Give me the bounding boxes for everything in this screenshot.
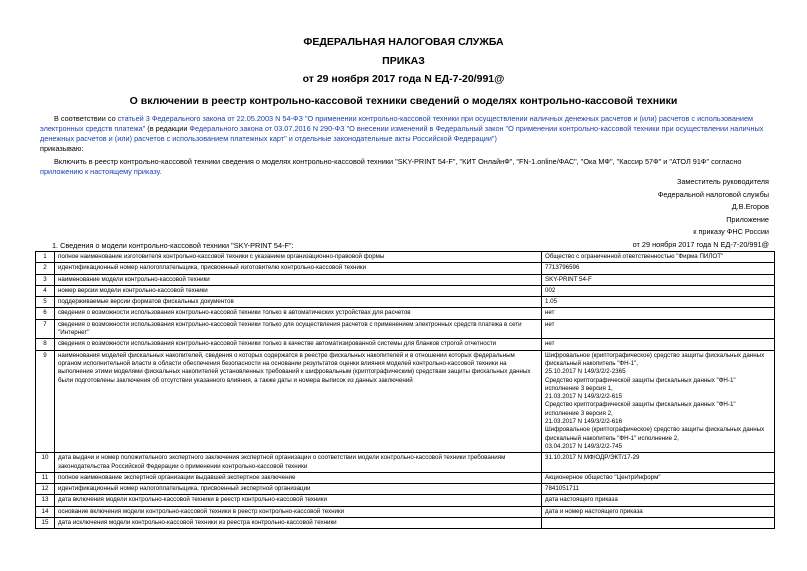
preamble-order-word: приказываю:: [40, 144, 84, 153]
row-value: 1.05: [542, 297, 775, 308]
table-row: [36, 350, 775, 453]
row-value: дата и номер настоящего приказа: [542, 506, 775, 517]
signature-block: [633, 176, 769, 251]
row-value: Акционерное общество "ЦентрИнформ": [542, 472, 775, 483]
order-text: [40, 157, 775, 177]
order-date-number: от 29 ноября 2017 года N ЕД-7-20/991@: [302, 73, 505, 85]
row-value: SKY-PRINT 54-F: [542, 274, 775, 285]
table-row: [36, 453, 775, 473]
row-number: 2: [36, 263, 55, 274]
table-row: [36, 319, 775, 339]
row-description: сведения о возможности использования контрольно-кассовой техники только в автоматических устройствах для расчетов: [55, 308, 542, 319]
row-description: сведения о возможности использования контрольно-кассовой техники только в качестве автоматизированной системы для бланков строгой отчетности: [55, 339, 542, 350]
row-number: 9: [36, 350, 55, 453]
row-number: 3: [36, 274, 55, 285]
table-row: [36, 484, 775, 495]
row-value: [542, 518, 775, 529]
row-value: нет: [542, 339, 775, 350]
signer-name: Д.В.Егоров: [731, 202, 769, 211]
section-caption: 1. Сведения о модели контрольно-кассовой техники "SKY-PRINT 54-F":: [52, 241, 294, 250]
row-value: дата настоящего приказа: [542, 495, 775, 506]
law-link-54fz-cont[interactable]: электронных средств платежа": [40, 124, 146, 133]
row-number: 11: [36, 472, 55, 483]
row-value: Шифровальное (криптографическое) средство защиты фискальных данных фискальный накопитель "ФН-1", 25.10.2017 N 149/3/2/2-2365 Средство криптографической защиты фискальных данных "ФН-1" исполнение 3 версия 1, 21.03.2017 N 149/3/2/2-615 Средство криптографической защиты фискальных данных "ФН-1" исполнение 3 версия 2, 21.03.2017 N 149/3/2/2-616 Шифровальное (криптографическое) средство защиты фискальных данных фискальный накопитель "ФН-1" исполнение 2, 03.04.2017 N 149/3/2/2-745: [542, 350, 775, 453]
row-description: наименования моделей фискальных накопителей, сведения о которых содержатся в реестре фискальных накопителей и в отношении которых федеральным органом исполнительной власти в области обеспечения безопасности на основании результатов оценки влияния моделей контрольно-кассовой техники на выполнение этими моделями фискальных накопителей установленных требований к шифровальным (криптографическим) средствам защиты фискальных данных были подготовлены заключения об отсутствии указанного влияния, а также даты и номера выписок из данных заключений: [55, 350, 542, 453]
table-row: [36, 472, 775, 483]
preamble-text-2: (в редакции: [145, 124, 190, 133]
row-number: 8: [36, 339, 55, 350]
row-value: 7841051711: [542, 484, 775, 495]
row-value: нет: [542, 308, 775, 319]
table-row: [36, 506, 775, 517]
doc-type: ПРИКАЗ: [382, 55, 425, 67]
preamble: [40, 114, 775, 154]
appendix-date: от 29 ноября 2017 года N ЕД-7-20/991@: [632, 239, 769, 249]
row-number: 5: [36, 297, 55, 308]
table-row: [36, 274, 775, 285]
row-number: 10: [36, 453, 55, 473]
appendix-link[interactable]: приложению к настоящему приказу.: [40, 167, 162, 176]
table-row: [36, 495, 775, 506]
row-description: полное наименование изготовителя контрольно-кассовой техники с указанием организационно-правовой формы: [55, 252, 542, 263]
law-link-54fz[interactable]: статьей 3 Федерального закона от 22.05.2003 N 54-ФЗ "О применении контрольно-кассовой техники при осуществлении наличных денежных расчетов и (или) расчетов с использованием: [117, 114, 754, 123]
row-description: идентификационный номер налогоплательщика, присвоенный изготовителю контрольно-кассовой техники: [55, 263, 542, 274]
row-number: 15: [36, 518, 55, 529]
kkt-info-table: [35, 251, 775, 529]
row-value: 31.10.2017 N МФ/ОДР/ЭКТ/17-29: [542, 453, 775, 473]
row-description: дата выдачи и номер положительного экспертного заключения экспертной организации о соответствии модели контрольно-кассовой техники требованиям законодательства Российской Федерации о применении контрольно-кассовой техники: [55, 453, 542, 473]
appendix-ref: к приказу ФНС России: [693, 227, 769, 236]
row-number: 14: [36, 506, 55, 517]
row-number: 1: [36, 252, 55, 263]
row-description: дата включения модели контрольно-кассовой техники в реестр контрольно-кассовой техники: [55, 495, 542, 506]
row-value: нет: [542, 319, 775, 339]
row-number: 12: [36, 484, 55, 495]
row-value: 002: [542, 285, 775, 296]
order-text-line: Включить в реестр контрольно-кассовой техники сведения о моделях контрольно-кассовой техники "SKY-PRINT 54-F", "КИТ ОнлайнФ", "FN-1.online/ФАС", "Ока МФ", "Кассир 57Ф" и "АТОЛ 91Ф" согласно: [54, 157, 742, 166]
row-description: поддерживаемые версии форматов фискальных документов: [55, 297, 542, 308]
row-value: Общество с ограниченной ответственностью "Фирма ПИЛОТ": [542, 252, 775, 263]
preamble-text: В соответствии со: [54, 114, 118, 123]
row-number: 6: [36, 308, 55, 319]
table-row: [36, 297, 775, 308]
table-row: [36, 263, 775, 274]
law-link-290fz[interactable]: Федерального закона от 03.07.2016 N 290-ФЗ "О внесении изменений в Федеральный закон "О применении контрольно-кассовой техники при осуществлении наличных: [189, 124, 764, 133]
table-row: [36, 252, 775, 263]
table-row: [36, 285, 775, 296]
appendix-label: Приложение: [726, 214, 769, 224]
row-value: 7713796596: [542, 263, 775, 274]
row-description: идентификационный номер налогоплательщика, присвоенный экспертной организации: [55, 484, 542, 495]
row-description: полное наименование экспертной организации выдавшей экспертное заключение: [55, 472, 542, 483]
row-number: 13: [36, 495, 55, 506]
row-description: основание включения модели контрольно-кассовой техники в реестр контрольно-кассовой техники: [55, 506, 542, 517]
agency-title: ФЕДЕРАЛЬНАЯ НАЛОГОВАЯ СЛУЖБА: [303, 36, 504, 48]
row-number: 4: [36, 285, 55, 296]
table-row: [36, 518, 775, 529]
law-link-290fz-cont[interactable]: денежных расчетов и (или) расчетов с использованием платежных карт" и отдельные законодательные акты Российской Федерации"): [40, 134, 497, 143]
signer-position: Заместитель руководителя: [676, 177, 769, 186]
row-description: сведения о возможности использования контрольно-кассовой техники только для осуществления расчетов с применением электронных средств платежа в сети "Интернет": [55, 319, 542, 339]
row-description: дата исключения модели контрольно-кассовой техники из реестра контрольно-кассовой техники: [55, 518, 542, 529]
row-description: номер версии модели контрольно-кассовой техники: [55, 285, 542, 296]
table-row: [36, 339, 775, 350]
row-number: 7: [36, 319, 55, 339]
row-description: наименование модели контрольно-кассовой техники: [55, 274, 542, 285]
table-row: [36, 308, 775, 319]
signer-agency: Федеральной налоговой службы: [657, 189, 769, 199]
order-subject: О включении в реестр контрольно-кассовой техники сведений о моделях контрольно-кассовой техники: [129, 95, 678, 107]
